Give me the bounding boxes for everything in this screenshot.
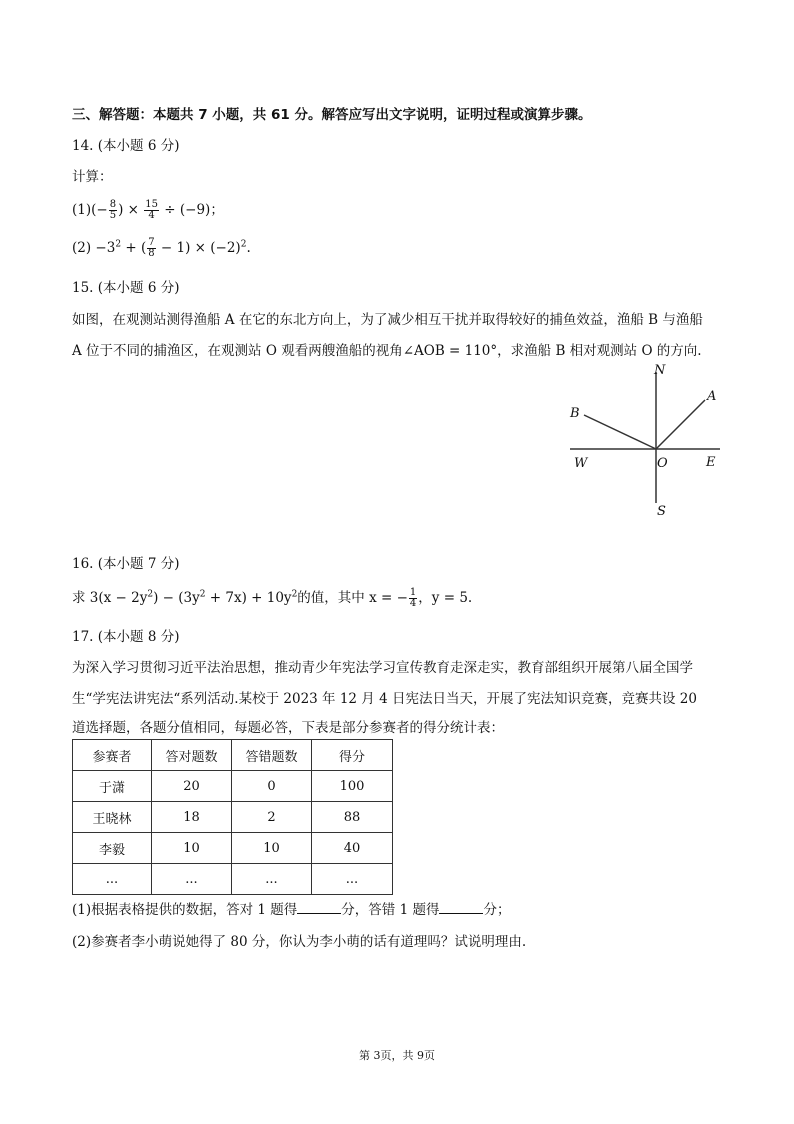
q14-title: 14. (本小题 6 分) [72,138,180,154]
label-w: W [574,456,588,471]
table-row [73,771,393,802]
table-row [73,864,393,895]
q16-text: 求 $3(x - 2y^2) - (3y^2 + 7x) + 10y^2$的值，其中 x = − $\frac{1}{4}$ ，y = 5. [72,587,473,609]
q17-line3: 道选择题，各题分值相同，每题必答，下表是部分参赛者的得分统计表： [72,720,504,736]
q17-title: 17. (本小题 8 分) [72,629,180,645]
table-cell: 18 [152,802,232,833]
q15-title: 15. (本小题 6 分) [72,280,180,296]
score-table [72,739,393,895]
q14-part2: $(2) -3^2$ + ( $\frac{7}{8}$ − $1) \times (-2)^2$. [72,237,251,259]
table-row [73,833,393,864]
ray-oa [656,400,705,449]
table-cell: 0 [232,771,312,802]
table-cell: ... [73,864,152,895]
q15-line1: 如图，在观测站测得渔船 A 在它的东北方向上，为了减少相互干扰并取得较好的捕鱼效益，渔船 B 与渔船 [72,312,703,328]
table-row [73,802,393,833]
q17-part2: (2)参赛者李小萌说她得了 80 分，你认为李小萌的话有道理吗？试说明理由. [72,934,527,950]
q17-line1: 为深入学习贯彻习近平法治思想，推动青少年宪法学习宣传教育走深走实，教育部组织开展第八届全国学 [72,660,693,676]
table-header: 答错题数 [232,740,312,771]
fraction: $\frac{15}{4}$ [145,199,158,221]
q14-p1-prefix: (1)(− [72,202,108,218]
answer-blank[interactable] [297,901,341,914]
fraction: $\frac{8}{5}$ [109,199,117,221]
label-a: A [707,389,717,404]
page-footer: 第 3页，共 9页 [359,1049,435,1062]
table-cell: 10 [232,833,312,864]
ray-ob [584,415,656,449]
label-e: E [706,455,716,470]
table-header: 参赛者 [73,740,152,771]
label-s: S [657,504,666,519]
q17-line2: 生“学宪法讲宪法“系列活动.某校于 2023 年 12 月 4 日宪法日当天，开展了宪法知识竞赛，竞赛共设 20 [72,691,697,707]
table-header-row [73,740,393,771]
q14-instruction: 计算： [72,169,113,185]
table-cell: 100 [312,771,393,802]
table-header: 答对题数 [152,740,232,771]
q14-p1-mid: ) × [118,202,144,218]
section-header: 三、解答题：本题共 7 小题，共 61 分。解答应写出文字说明，证明过程或演算步骤。 [72,107,592,123]
fraction: $\frac{7}{8}$ [148,237,155,259]
table-cell: ... [312,864,393,895]
table-cell: 20 [152,771,232,802]
table-cell: 2 [232,802,312,833]
q14-p1-suffix: ÷ (−9)； [159,202,224,218]
table-cell: 40 [312,833,393,864]
q17-part1: (1)根据表格提供的数据，答对 1 题得 分，答错 1 题得 分； [72,902,511,918]
label-o: O [657,456,668,471]
fraction: $\frac{1}{4}$ [409,587,417,609]
q16-title: 16. (本小题 7 分) [72,556,180,572]
table-cell: 李毅 [73,833,152,864]
compass-figure [560,360,730,525]
label-b: B [570,406,580,421]
table-cell: ... [232,864,312,895]
table-cell: ... [152,864,232,895]
q15-line2: A 位于不同的捕渔区，在观测站 O 观看两艘渔船的视角∠AOB = 110°，求渔船 B 相对观测站 O 的方向. [72,343,702,359]
table-cell: 88 [312,802,393,833]
table-cell: 王晓林 [73,802,152,833]
table-header: 得分 [312,740,393,771]
answer-blank[interactable] [439,901,483,914]
table-cell: 于潇 [73,771,152,802]
table-cell: 10 [152,833,232,864]
label-n: N [654,363,666,378]
q14-part1 [72,198,224,221]
